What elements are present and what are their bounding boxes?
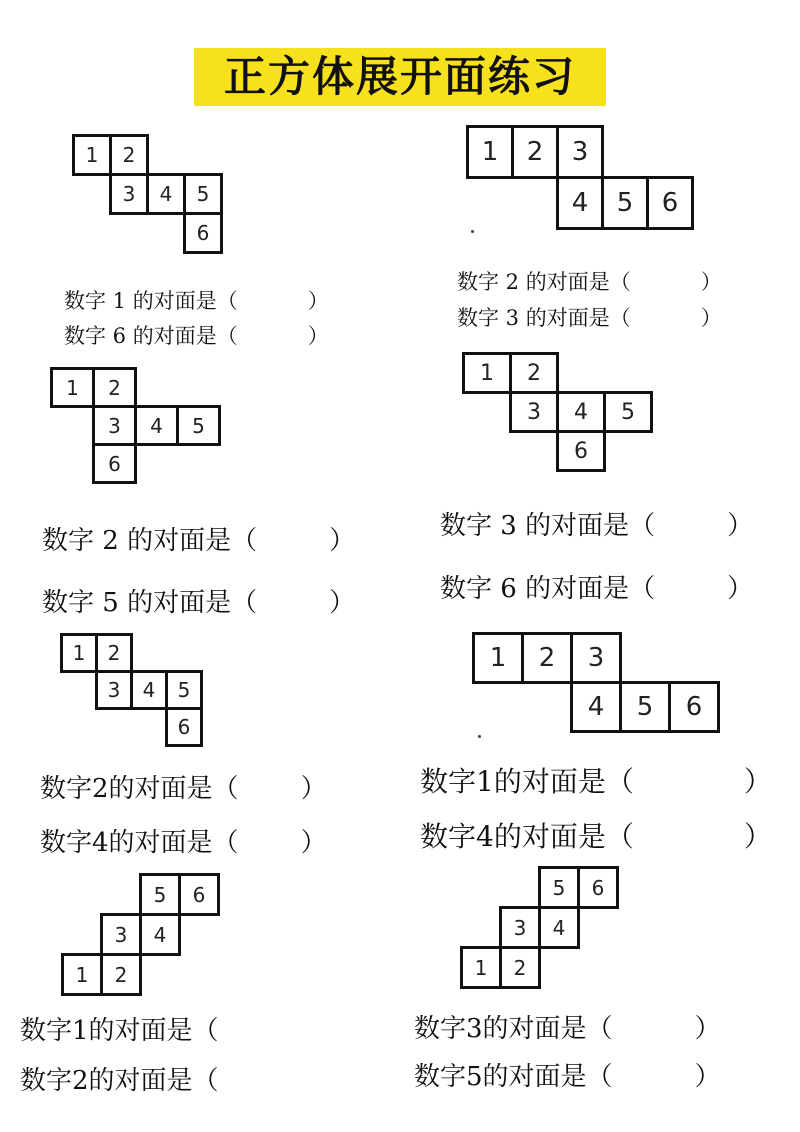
question-line bbox=[40, 768, 327, 805]
net-face: 4 bbox=[130, 670, 168, 710]
page-title: 正方体展开面练习 bbox=[223, 52, 576, 101]
question-line bbox=[440, 505, 753, 542]
net-face: 1 bbox=[472, 632, 524, 684]
question-line bbox=[42, 520, 355, 557]
answer-paren-close: ） bbox=[743, 765, 772, 798]
answer-paren-open: （ bbox=[605, 820, 634, 853]
answer-paren-open: （ bbox=[609, 306, 631, 330]
answer-paren-open: （ bbox=[231, 526, 258, 556]
net-face: 3 bbox=[509, 391, 559, 433]
answer-paren-open: （ bbox=[629, 574, 656, 604]
answer-paren-open: （ bbox=[586, 1014, 613, 1044]
question-text: 数字 6 的对面是 bbox=[440, 574, 630, 604]
net-face: 3 bbox=[570, 632, 622, 684]
question-text: 数字2的对面是 bbox=[40, 774, 213, 804]
net-face: 6 bbox=[178, 873, 220, 916]
net-face: 2 bbox=[95, 633, 133, 673]
net-face: 3 bbox=[92, 405, 137, 446]
question-text: 数字 2 的对面是 bbox=[42, 526, 232, 556]
net-face: 5 bbox=[603, 391, 653, 433]
answer-paren-open: （ bbox=[216, 289, 238, 313]
answer-paren-close: ） bbox=[694, 1014, 721, 1044]
net-face: 6 bbox=[183, 212, 223, 254]
answer-paren-close: ） bbox=[300, 828, 327, 858]
question-text: 数字 2 的对面是 bbox=[457, 270, 610, 294]
net-face: 4 bbox=[570, 681, 622, 733]
net-face: 6 bbox=[668, 681, 720, 733]
net-face: 4 bbox=[556, 391, 606, 433]
answer-paren-close: ） bbox=[307, 324, 329, 348]
question-line bbox=[420, 760, 772, 800]
net-face: 4 bbox=[146, 173, 186, 215]
question-text: 数字 1 的对面是 bbox=[64, 289, 217, 313]
question-text: 数字3的对面是 bbox=[414, 1014, 587, 1044]
answer-paren-close: ） bbox=[727, 574, 754, 604]
question-line bbox=[457, 266, 722, 296]
net-face: 5 bbox=[183, 173, 223, 215]
net-face: 3 bbox=[499, 906, 541, 949]
question-text: 数字4的对面是 bbox=[40, 828, 213, 858]
question-line bbox=[20, 1010, 219, 1047]
net-face: 6 bbox=[165, 707, 203, 747]
net-face: 3 bbox=[109, 173, 149, 215]
answer-paren-open: （ bbox=[629, 511, 656, 541]
net-face: 2 bbox=[92, 367, 137, 408]
net-face: 1 bbox=[72, 134, 112, 176]
net-face: 6 bbox=[646, 176, 694, 230]
net-face: 1 bbox=[50, 367, 95, 408]
net-face: 1 bbox=[462, 352, 512, 394]
answer-paren-close: ） bbox=[700, 270, 722, 294]
net-face: 5 bbox=[601, 176, 649, 230]
net-face: 6 bbox=[556, 430, 606, 472]
speck bbox=[478, 735, 481, 738]
answer-paren-close: ） bbox=[307, 289, 329, 313]
net-face: 2 bbox=[499, 946, 541, 989]
net-face: 1 bbox=[460, 946, 502, 989]
net-face: 1 bbox=[61, 953, 103, 996]
question-line bbox=[414, 1008, 721, 1045]
question-line bbox=[457, 302, 722, 332]
net-face: 3 bbox=[95, 670, 133, 710]
speck bbox=[471, 230, 474, 233]
net-face: 5 bbox=[538, 866, 580, 909]
net-face: 1 bbox=[60, 633, 98, 673]
net-face: 6 bbox=[92, 443, 137, 484]
net-face: 4 bbox=[556, 176, 604, 230]
question-text: 数字1的对面是 bbox=[20, 1016, 193, 1046]
net-face: 1 bbox=[466, 125, 514, 179]
question-text: 数字 3 的对面是 bbox=[440, 511, 630, 541]
question-text: 数字1的对面是 bbox=[420, 765, 606, 798]
question-line bbox=[42, 582, 355, 619]
question-line bbox=[440, 568, 753, 605]
question-text: 数字2的对面是 bbox=[20, 1066, 193, 1096]
answer-paren-open: （ bbox=[605, 765, 634, 798]
net-face: 3 bbox=[100, 913, 142, 956]
answer-paren-close: ） bbox=[700, 306, 722, 330]
net-face: 2 bbox=[521, 632, 573, 684]
answer-paren-close: ） bbox=[743, 820, 772, 853]
net-face: 2 bbox=[509, 352, 559, 394]
answer-paren-open: （ bbox=[212, 774, 239, 804]
net-face: 2 bbox=[100, 953, 142, 996]
question-text: 数字 3 的对面是 bbox=[457, 306, 610, 330]
net-face: 2 bbox=[511, 125, 559, 179]
net-face: 5 bbox=[619, 681, 671, 733]
question-line bbox=[40, 822, 327, 859]
answer-paren-open: （ bbox=[192, 1016, 219, 1046]
answer-paren-open: （ bbox=[586, 1062, 613, 1092]
net-face: 5 bbox=[176, 405, 221, 446]
question-text: 数字 5 的对面是 bbox=[42, 588, 232, 618]
question-line bbox=[64, 320, 329, 350]
question-text: 数字4的对面是 bbox=[420, 820, 606, 853]
answer-paren-open: （ bbox=[212, 828, 239, 858]
question-line bbox=[414, 1056, 721, 1093]
net-face: 5 bbox=[139, 873, 181, 916]
answer-paren-open: （ bbox=[231, 588, 258, 618]
net-face: 4 bbox=[134, 405, 179, 446]
question-line bbox=[64, 285, 329, 315]
question-line bbox=[20, 1060, 219, 1097]
answer-paren-close: ） bbox=[727, 511, 754, 541]
answer-paren-close: ） bbox=[329, 588, 356, 618]
question-text: 数字 6 的对面是 bbox=[64, 324, 217, 348]
net-face: 4 bbox=[538, 906, 580, 949]
net-face: 4 bbox=[139, 913, 181, 956]
answer-paren-close: ） bbox=[694, 1062, 721, 1092]
answer-paren-open: （ bbox=[216, 324, 238, 348]
question-text: 数字5的对面是 bbox=[414, 1062, 587, 1092]
net-face: 6 bbox=[577, 866, 619, 909]
answer-paren-close: ） bbox=[329, 526, 356, 556]
question-line bbox=[420, 815, 772, 855]
net-face: 3 bbox=[556, 125, 604, 179]
answer-paren-open: （ bbox=[609, 270, 631, 294]
title-banner bbox=[194, 48, 606, 106]
net-face: 5 bbox=[165, 670, 203, 710]
answer-paren-open: （ bbox=[192, 1066, 219, 1096]
answer-paren-close: ） bbox=[300, 774, 327, 804]
net-face: 2 bbox=[109, 134, 149, 176]
